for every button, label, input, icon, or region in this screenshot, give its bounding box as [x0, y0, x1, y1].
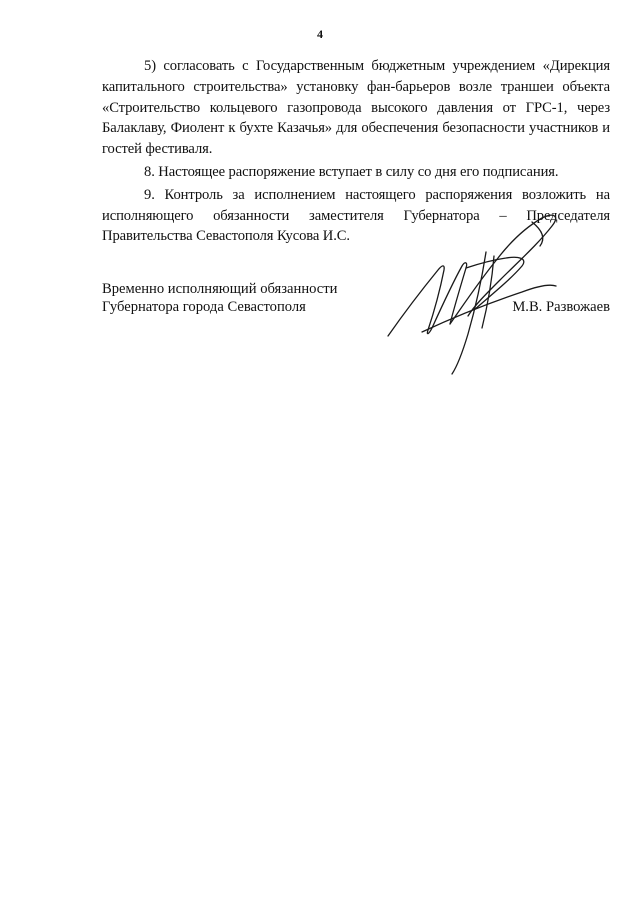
- paragraph-item-8: 8. Настоящее распоряжение вступает в силу со дня его подписания.: [144, 163, 559, 180]
- signatory-title-line-1: Временно исполняющий обязанности: [102, 281, 338, 297]
- paragraph-item-9: 9. Контроль за исполнением настоящего распоряжения возложить на исполняющего обязанности заместителя Губернатора – Председателя Правительства Севастополя Кусова И.С.: [102, 186, 610, 245]
- handwritten-signature: [382, 208, 572, 378]
- page-number: 4: [317, 27, 323, 41]
- signatory-name: М.В. Развожаев: [512, 299, 610, 315]
- paragraph-item-5: 5) согласовать с Государственным бюджетным учреждением «Дирекция капитального строительства» установку фан-барьеров возле траншеи объекта «Строительство кольцевого газопровода высокого давления от ГРС-1, через Балаклаву, Фиолент к бухте Казачья» для обеспечения безопасности участников и гостей фестиваля.: [102, 58, 610, 158]
- signatory-title-line-2: Губернатора города Севастополя: [102, 299, 306, 315]
